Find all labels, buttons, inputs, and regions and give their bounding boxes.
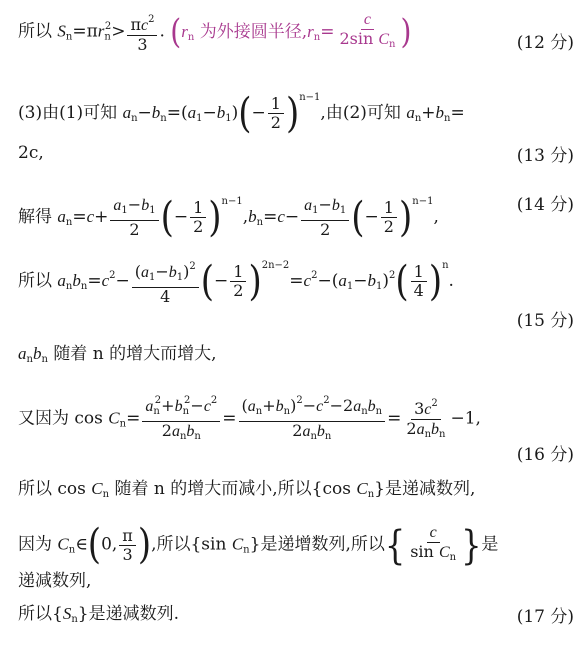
score-13: (13 分) (516, 146, 574, 166)
radius-note: ($r_n$ 为外接圆半径$,r_n=$ $\frac{c}{2\sin C_n}$ ) (170, 11, 412, 52)
text-so: 所以 (18, 21, 52, 42)
score-16: (16 分) (516, 445, 574, 465)
line-9: 因为 $C_n\in(0$, $\frac{\pi}{3}$ ),所以{sin $C_n$}是递增数列,所以{ $\frac{c}{\sin C_n}$ }是 (18, 521, 499, 569)
line-3: 2c, (18, 143, 44, 163)
score-14: (14 分) (516, 195, 574, 215)
line-2: (3)由(1)可知 $a_n-b_n=(a_1-b_1)(-$ $\frac{1}{2}$ )$^{n-1}$,由(2)可知 $a_n+b_n=$ (18, 89, 465, 138)
score-12: (12 分) (516, 33, 574, 53)
line-8: 所以 $\cos C_n$ 随着 n 的增大而减小,所以{cos $C_n$}是递减数列, (18, 479, 476, 500)
line-10: 递减数列, (18, 571, 92, 591)
score-17: (17 分) (516, 607, 574, 627)
line-7: 又因为 $\cos C_n=$ $\frac{a_n^2+b_n^2-c^2}{2a_nb_n}$ = $\frac{(a_n+b_n)^2-c^2-2a_nb_n}{2a_nb_n}$ = $\frac{3c^2}{2a_nb_n}$ −1, (18, 392, 574, 446)
line-1: 所以 $S_n=\pi r_n^2>$ $\frac{\pi c^2}{3}$ . ($r_n$ 为外接圆半径$,r_n=$ $\frac{c}{2\sin C_n}$ ) (18, 11, 412, 54)
score-15: (15 分) (516, 311, 574, 331)
fraction: $\frac{\pi c^2}{3}$ (127, 11, 157, 54)
line-11: 所以$\{S_n\}$是递减数列. (18, 604, 180, 625)
line-4: 解得 $a_n=c+$ $\frac{a_1-b_1}{2}$ (− $\frac{1}{2}$ )$^{n-1},b_n=c-$ $\frac{a_1-b_1}{2}$ (− $\frac{1}{2}$ )$^{n-1}$, (18, 193, 439, 242)
line-6: $a_nb_n$ 随着 n 的增大而增大, (18, 344, 217, 365)
line-5: 所以 $a_nb_n=c^2-$ $\frac{(a_1-b_1)^2}{4}$ (− $\frac{1}{2}$ )$^{2n-2}=c^2-(a_1-b_1)^2$( $\frac{1}{4}$ )$^n$. (18, 257, 454, 306)
